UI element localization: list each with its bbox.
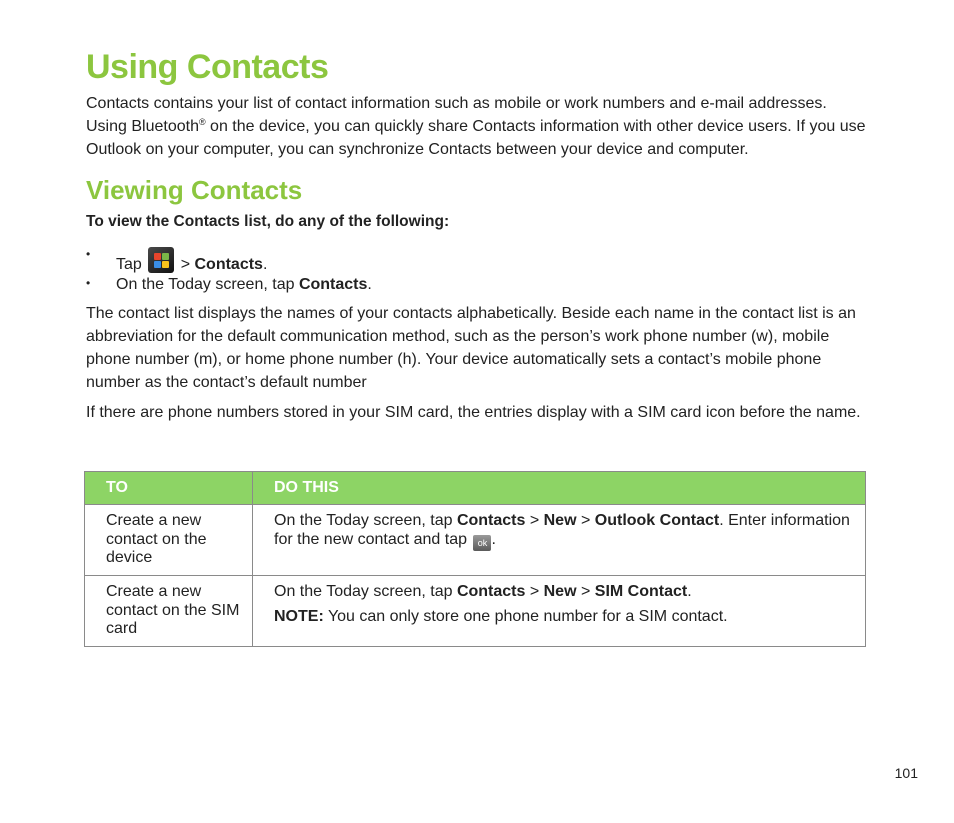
cell-separator: >	[576, 512, 595, 529]
bullet-separator: >	[176, 256, 195, 273]
bullet-bold-contacts: Contacts	[298, 276, 368, 293]
sim-card-description: If there are phone numbers stored in your SIM card, the entries display with a SIM card icon before the name.	[86, 404, 861, 421]
cell-bold-contacts: Contacts	[456, 583, 526, 600]
table-cell-do-this	[253, 576, 866, 647]
note-text: You can only store one phone number for a SIM contact.	[323, 607, 728, 625]
bullet-text-pre: Tap	[116, 256, 142, 273]
bullet-marker: •	[86, 247, 91, 261]
intro-text-1: Contacts contains your list of contact information such as mobile or work numbers and e-mail addresses. Using Bluetooth	[86, 95, 827, 135]
cell-separator: >	[525, 512, 544, 529]
ok-icon: ok	[473, 535, 491, 551]
cell-bold-contacts: Contacts	[456, 512, 526, 529]
bullet-text-post: .	[367, 276, 372, 293]
page-title: Using Contacts	[86, 48, 329, 86]
table-header-row	[85, 472, 866, 505]
bullet-text	[116, 276, 372, 294]
note-label: NOTE:	[274, 607, 324, 625]
cell-text: . Enter information for the new contact and tap	[274, 512, 850, 548]
windows-start-icon	[148, 247, 174, 273]
instructions-table	[84, 471, 866, 647]
bullet-bold-contacts: Contacts	[194, 256, 263, 273]
intro-text-2: on the device, you can quickly share Contacts information with other device users. If you use Outlook on your computer, you can synchronize Contacts between your device and computer.	[86, 118, 866, 158]
cell-text: .	[491, 530, 496, 548]
registered-mark: ®	[198, 117, 206, 127]
cell-bold-new: New	[543, 583, 577, 600]
cell-text: On the Today screen, tap	[274, 583, 457, 600]
intro-paragraph	[86, 92, 871, 161]
cell-text: On the Today screen, tap	[274, 512, 457, 529]
cell-text: .	[687, 583, 692, 600]
contact-list-description: The contact list displays the names of your contacts alphabetically. Beside each name in the contact list is an abbreviation for the default communication method, such as the person’s work phone number (w), mobile phone number (m), or home phone number (h). Your device automatically sets a contact’s mobile phone number as the contact’s default number	[86, 305, 856, 391]
table-cell-to: Create a new contact on the SIM card	[85, 576, 253, 647]
bullet-text-pre: On the Today screen, tap	[116, 276, 299, 293]
cell-bold-sim-contact: SIM Contact	[594, 583, 688, 600]
column-header-to: TO	[85, 472, 253, 505]
bullet-text-post: .	[262, 256, 268, 273]
bullet-marker: •	[86, 276, 91, 290]
table-cell-do-this	[253, 505, 866, 576]
page-number: 101	[894, 765, 918, 781]
table-row	[85, 505, 866, 576]
section-heading: Viewing Contacts	[86, 175, 303, 205]
bullet-text	[116, 247, 267, 274]
cell-bold-new: New	[543, 512, 577, 529]
cell-separator: >	[576, 583, 595, 600]
table-cell-to: Create a new contact on the device	[85, 505, 253, 576]
column-header-do-this: DO THIS	[253, 472, 866, 505]
note	[274, 608, 855, 627]
cell-separator: >	[525, 583, 544, 600]
section-lead: To view the Contacts list, do any of the following:	[86, 213, 450, 230]
table-row	[85, 576, 866, 647]
cell-bold-outlook-contact: Outlook Contact	[594, 512, 720, 529]
